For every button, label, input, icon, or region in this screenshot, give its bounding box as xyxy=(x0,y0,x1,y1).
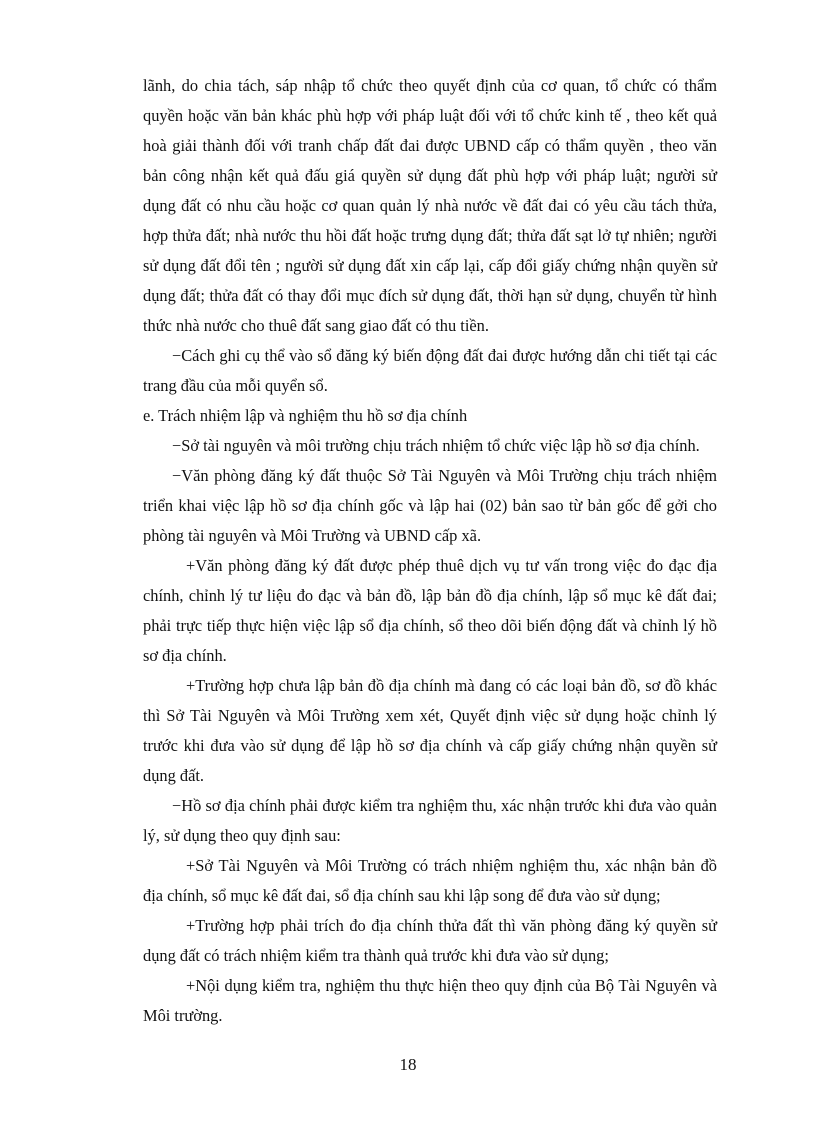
paragraph-parcel-survey: +Trường hợp phải trích đo địa chính thửa đất thì văn phòng đăng ký quyền sử dụng đất có trách nhiệm kiểm tra thành quả trước khi đưa vào sử dụng; xyxy=(143,916,717,965)
document-body xyxy=(143,71,717,1031)
section-heading-e: e. Trách nhiệm lập và nghiệm thu hồ sơ địa chính xyxy=(143,406,468,425)
paragraph-acceptance-maps: +Sở Tài Nguyên và Môi Trường có trách nhiệm nghiệm thu, xác nhận bản đồ địa chính, sổ mục kê đất đai, sổ địa chính sau khi lập song để đưa vào sử dụng; xyxy=(143,856,717,905)
paragraph-registration-office: −Văn phòng đăng ký đất thuộc Sở Tài Nguyên và Môi Trường chịu trách nhiệm triển khai việc lập hồ sơ địa chính gốc và lập hai (02) bản sao từ bản gốc để gởi cho phòng tài nguyên và Môi Trường và UBND cấp xã. xyxy=(143,466,717,545)
paragraph-consulting-services: +Văn phòng đăng ký đất được phép thuê dịch vụ tư vấn trong việc đo đạc địa chính, chỉnh lý tư liệu đo đạc và bản đồ, lập bản đồ địa chính, lập sổ mục kê đất đai; phải trực tiếp thực hiện việc lập sổ địa chính, sổ theo dõi biến động đất và chỉnh lý hồ sơ địa chính. xyxy=(143,556,717,665)
paragraph-continuation: lãnh, do chia tách, sáp nhập tổ chức theo quyết định của cơ quan, tổ chức có thẩm quyền hoặc văn bản khác phù hợp với pháp luật đối với tổ chức kinh tế , theo kết quả hoà giải thành đối với tranh chấp đất đai được UBND cấp có thẩm quyền , theo văn bản công nhận kết quả đấu giá quyền sử dụng đất phù hợp với pháp luật; người sử dụng đất có nhu cầu hoặc cơ quan quản lý nhà nước về đất đai có yêu cầu tách thửa, hợp thửa đất; nhà nước thu hồi đất hoặc trưng dụng đất; thửa đất sạt lở tự nhiên; người sử dụng đất đổi tên ; người sử dụng đất xin cấp lại, cấp đổi giấy chứng nhận quyền sử dụng đất; thửa đất có thay đổi mục đích sử dụng đất, thời hạn sử dụng, chuyển từ hình thức nhà nước cho thuê đất sang giao đất có thu tiền. xyxy=(143,76,717,335)
paragraph-recording-guidance: −Cách ghi cụ thể vào sổ đăng ký biến động đất đai được hướng dẫn chi tiết tại các trang đầu của mỗi quyển sổ. xyxy=(143,346,717,395)
paragraph-inspection-content: +Nội dụng kiểm tra, nghiệm thu thực hiện theo quy định của Bộ Tài Nguyên và Môi trường. xyxy=(143,976,717,1025)
paragraph-inspection-acceptance: −Hồ sơ địa chính phải được kiểm tra nghiệm thu, xác nhận trước khi đưa vào quản lý, sử dụng theo quy định sau: xyxy=(143,796,717,845)
page-number: 18 xyxy=(399,1055,417,1074)
paragraph-department-responsibility: −Sở tài nguyên và môi trường chịu trách nhiệm tổ chức việc lập hồ sơ địa chính. xyxy=(172,436,700,455)
paragraph-existing-maps: +Trường hợp chưa lập bản đồ địa chính mà đang có các loại bản đồ, sơ đồ khác thì Sở Tài Nguyên và Môi Trường xem xét, Quyết định việc sử dụng hoặc chỉnh lý trước khi đưa vào sử dụng để lập hồ sơ địa chính và cấp giấy chứng nhận quyền sử dụng đất. xyxy=(143,676,717,785)
